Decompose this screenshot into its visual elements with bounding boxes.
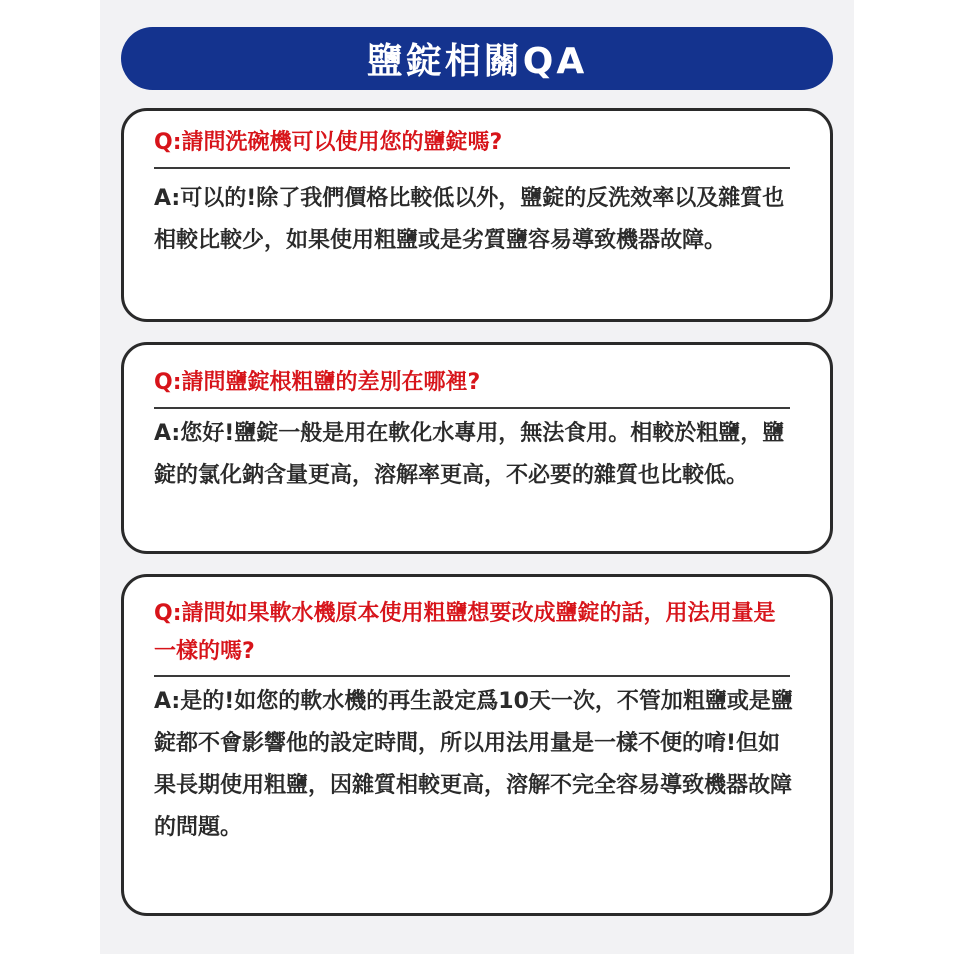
title-banner <box>121 27 833 90</box>
question-text: Q:請問鹽錠根粗鹽的差別在哪裡? <box>154 370 481 395</box>
page-title: 鹽錠相關QA <box>366 41 588 82</box>
qa-divider <box>154 167 790 169</box>
question-text: Q:請問洗碗機可以使用您的鹽錠嗎? <box>154 130 503 155</box>
answer-text: A:是的!如您的軟水機的再生設定爲10天一次，不管加粗鹽或是鹽錠都不會影響他的設定時間，所以用法用量是一樣不便的唷!但如果長期使用粗鹽，因雜質相較更高，溶解不完全容易導致機器故障的問題。 <box>154 689 793 840</box>
qa-card-2 <box>121 342 833 554</box>
qa-divider <box>154 407 790 409</box>
qa-card-3 <box>121 574 833 916</box>
qa-divider <box>154 675 790 677</box>
question-text: Q:請問如果軟水機原本使用粗鹽想要改成鹽錠的話，用法用量是一樣的嗎? <box>154 601 776 664</box>
answer-text: A:可以的!除了我們價格比較低以外，鹽錠的反洗效率以及雜質也相較比較少，如果使用粗鹽或是劣質鹽容易導致機器故障。 <box>154 186 785 253</box>
qa-card-1 <box>121 108 833 322</box>
answer-text: A:您好!鹽錠一般是用在軟化水專用，無法食用。相較於粗鹽，鹽錠的氯化鈉含量更高，溶解率更高，不必要的雜質也比較低。 <box>154 421 785 488</box>
